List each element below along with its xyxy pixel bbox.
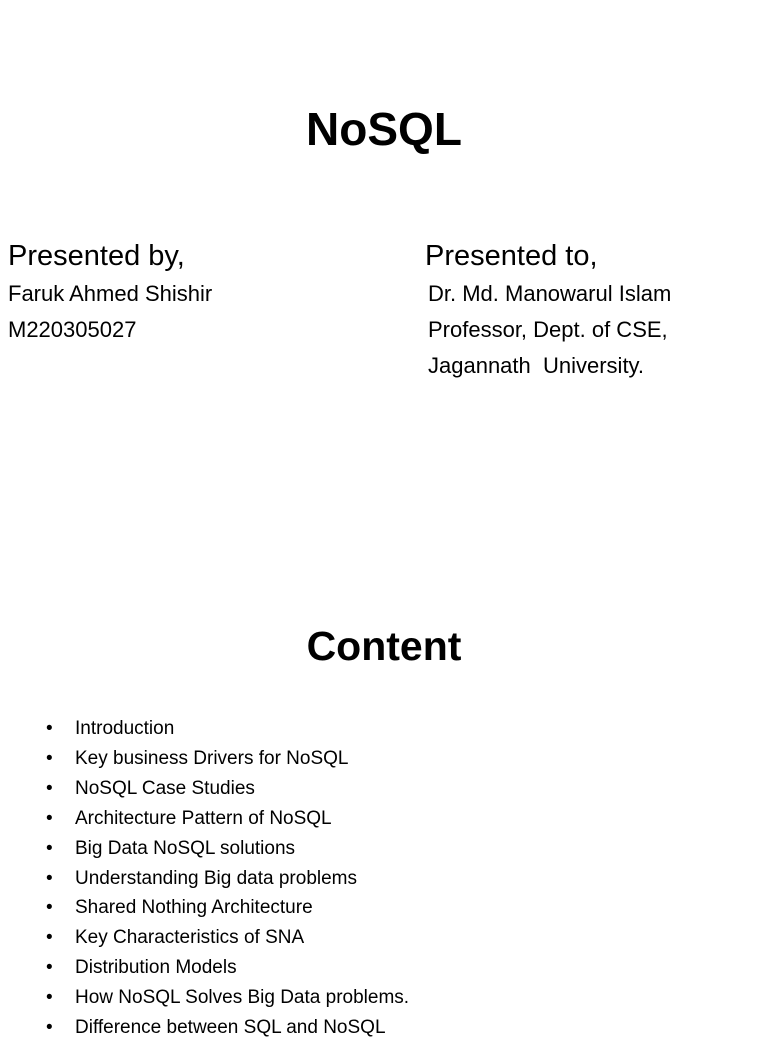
presented-to-heading: Presented to, <box>425 240 598 272</box>
list-item: • Difference between SQL and NoSQL <box>46 1013 409 1043</box>
list-item: • NoSQL Case Studies <box>46 774 409 804</box>
list-item: • Key business Drivers for NoSQL <box>46 744 409 774</box>
content-title: Content <box>306 623 462 669</box>
recipient-name: Dr. Md. Manowarul Islam <box>428 281 672 306</box>
slide-title: NoSQL <box>306 103 462 155</box>
presented-by-block <box>8 236 212 348</box>
presenter-name: Faruk Ahmed Shishir <box>8 281 213 306</box>
presented-by-heading: Presented by, <box>8 240 185 272</box>
list-item: • Understanding Big data problems <box>46 864 409 894</box>
content-list <box>46 714 409 1043</box>
list-item: • Shared Nothing Architecture <box>46 893 409 923</box>
content-slide <box>0 512 768 1039</box>
title-slide <box>0 0 768 512</box>
list-item: • Distribution Models <box>46 953 409 983</box>
list-item: • Introduction <box>46 714 409 744</box>
list-item: • Big Data NoSQL solutions <box>46 834 409 864</box>
list-item: • Architecture Pattern of NoSQL <box>46 804 409 834</box>
list-item: • How NoSQL Solves Big Data problems. <box>46 983 409 1013</box>
list-item: • Key Characteristics of SNA <box>46 923 409 953</box>
presented-to-block <box>425 236 671 384</box>
presenter-id: M220305027 <box>8 317 137 342</box>
recipient-university: Jagannath University. <box>428 353 645 378</box>
recipient-title: Professor, Dept. of CSE, <box>428 317 668 342</box>
